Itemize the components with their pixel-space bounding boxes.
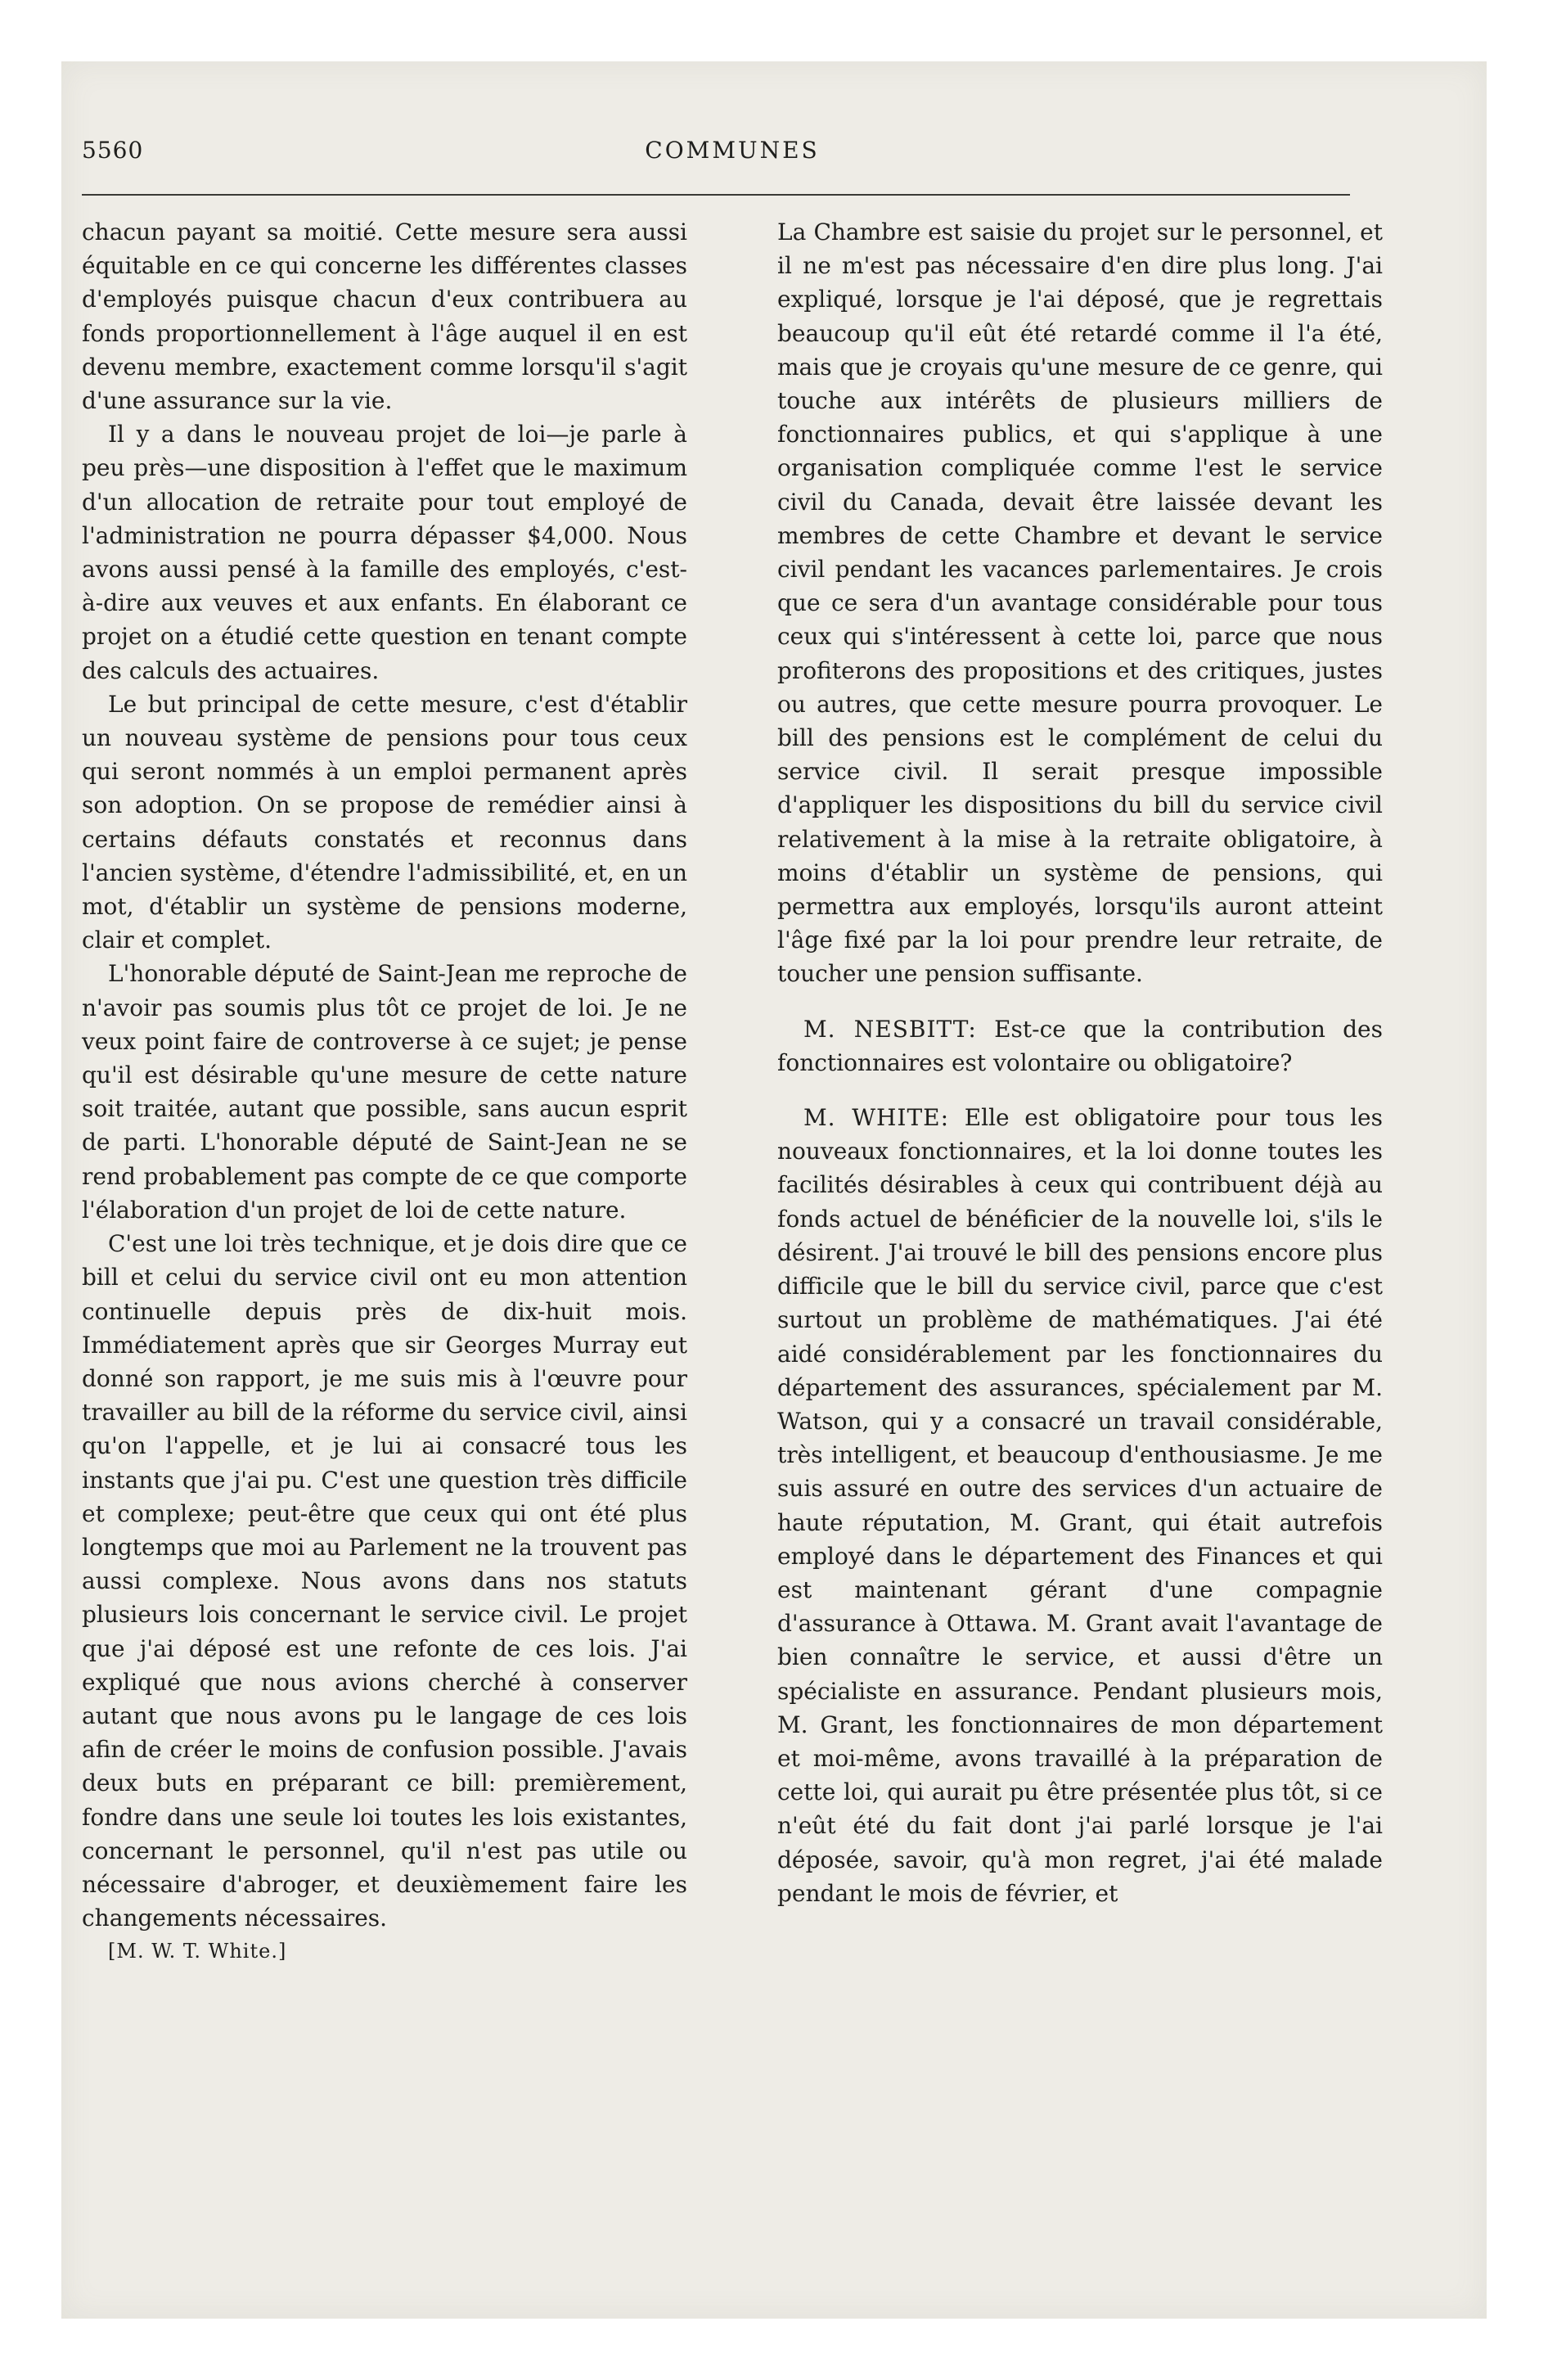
paragraph: chacun payant sa moitié. Cette mesure sera aussi équitable en ce qui concerne les différentes classes d'employés puisque chacun d'eux contribuera au fonds proportionnellement à l'âge auquel il en est devenu membre, exactement comme lorsqu'il s'agit d'une assurance sur la vie. xyxy=(82,219,687,415)
speaker-name: M. WHITE: xyxy=(803,1104,950,1132)
paragraph: La Chambre est saisie du projet sur le personnel, et il ne m'est pas nécessaire d'en dire plus long. J'ai expliqué, lorsque je l'ai déposé, que je regrettais beaucoup qu'il eût été retardé comme il l'a été, mais que je croyais qu'une mesure de ce genre, qui touche aux intérêts de plusieurs milliers de fonctionnaires publics, et qui s'applique à une organisation compliquée comme l'est le service civil du Canada, devait être laissée devant les membres de cette Chambre et devant le service civil pendant les vacances parlementaires. Je crois que ce sera d'un avantage considérable pour tous ceux qui s'intéressent à cette loi, parce que nous profiterons des propositions et des critiques, justes ou autres, que cette mesure pourra provoquer. Le bill des pensions est le complément de celui du service civil. Il serait presque impossible d'appliquer les dispositions du bill du service civil relativement à la mise à la retraite obligatoire, à moins d'établir un système de pensions, qui permettra aux employés, lorsqu'ils auront atteint l'âge fixé par la loi pour prendre leur retraite, de toucher une pension suffisante. xyxy=(777,219,1383,988)
right-column xyxy=(777,215,1383,1969)
running-title: COMMUNES xyxy=(645,137,820,164)
speech-text: Elle est obligatoire pour tous les nouveaux fonctionnaires, et la loi donne toutes les facilités désirables à ceux qui contribuent déjà au fonds actuel de bénéficier de la nouvelle loi, s'ils le désirent. J'ai trouvé le bill des pensions encore plus difficile que le bill du service civil, parce que c'est surtout un problème de mathématiques. J'ai été aidé considérablement par les fonctionnaires du département des assurances, spécialement par M. Watson, qui y a consacré un travail considérable, très intelligent, et beaucoup d'enthousiasme. Je me suis assuré en outre des services d'un actuaire de haute réputation, M. Grant, qui était autrefois employé dans le département des Finances et qui est maintenant gérant d'une compagnie d'assurance à Ottawa. M. Grant avait l'avantage de bien connaître le service, et aussi d'être un spécialiste en assurance. Pendant plusieurs mois, M. Grant, les fonctionnaires de mon département et moi-même, avons travaillé à la préparation de cette loi, qui aurait pu être présentée plus tôt, si ce n'eût été du fait dont j'ai parlé lorsque je l'ai déposée, savoir, qu'à mon regret, j'ai été malade pendant le mois de février, et xyxy=(777,1104,1383,1907)
paragraph: L'honorable député de Saint-Jean me reproche de n'avoir pas soumis plus tôt ce projet de loi. Je ne veux point faire de controverse à ce sujet; je pense qu'il est désirable qu'une mesure de cette nature soit traitée, autant que possible, sans aucun esprit de parti. L'honorable député de Saint-Jean ne se rend probablement pas compte de ce que comporte l'élaboration d'un projet de loi de cette nature. xyxy=(82,960,687,1224)
paragraph: Le but principal de cette mesure, c'est d'établir un nouveau système de pensions pour tous ceux qui seront nommés à un emploi permanent après son adoption. On se propose de remédier ainsi à certains défauts constatés et reconnus dans l'ancien système, d'étendre l'admissibilité, et, en un mot, d'établir un système de pensions moderne, clair et complet. xyxy=(82,690,687,954)
hansard-page xyxy=(82,61,1383,1963)
left-column xyxy=(82,215,687,1969)
speaker-attribution: [M. W. T. White.] xyxy=(108,1940,287,1963)
text-columns xyxy=(82,215,1383,1969)
speech-text: Est-ce que la contribution des fonctionnaires est volontaire ou obligatoire? xyxy=(777,1015,1383,1076)
running-head xyxy=(82,61,1383,164)
header-rule xyxy=(82,194,1350,196)
page-number: 5560 xyxy=(82,137,144,164)
paragraph: C'est une loi très technique, et je dois dire que ce bill et celui du service civil ont eu mon attention continuelle depuis près de dix-huit mois. Immédiatement après que sir Georges Murray eut donné son rapport, je me suis mis à l'œuvre pour travailler au bill de la réforme du service civil, ainsi qu'on l'appelle, et je lui ai consacré tous les instants que j'ai pu. C'est une question très difficile et complexe; peut-être que ceux qui ont été plus longtemps que moi au Parlement ne la trouvent pas aussi complexe. Nous avons dans nos statuts plusieurs lois concernant le service civil. Le projet que j'ai déposé est une refonte de ces lois. J'ai expliqué que nous avions cherché à conserver autant que nous avons pu le langage de ces lois afin de créer le moins de confusion possible. J'avais deux buts en préparant ce bill: premièrement, fondre dans une seule loi toutes les lois existantes, concernant le personnel, qu'il n'est pas utile ou nécessaire d'abroger, et deuxièmement faire les changements nécessaires. xyxy=(82,1230,687,1932)
speech-white xyxy=(777,1101,1383,1910)
paragraph: Il y a dans le nouveau projet de loi—je parle à peu près—une disposition à l'effet que le maximum d'un allocation de retraite pour tout employé de l'administration ne pourra dépasser $4,000. Nous avons aussi pensé à la famille des employés, c'est-à-dire aux veuves et aux enfants. En élaborant ce projet on a étudié cette question en tenant compte des calculs des actuaires. xyxy=(82,421,687,684)
speaker-name: M. NESBITT: xyxy=(803,1015,977,1043)
speech-nesbitt xyxy=(777,1012,1383,1080)
